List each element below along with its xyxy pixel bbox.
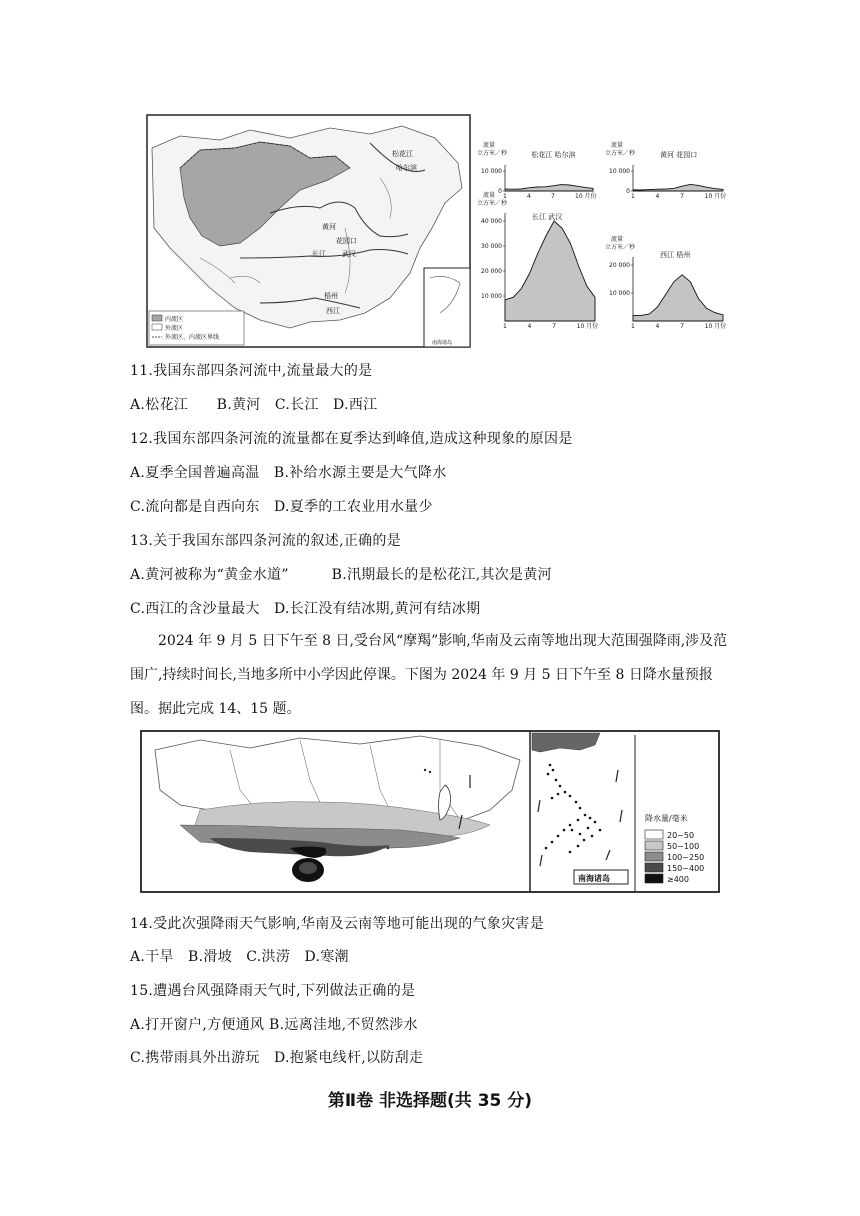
x-tick-label: 10 月份 [575, 193, 597, 200]
passage [130, 624, 740, 726]
x-tick-label: 4 [527, 193, 531, 200]
island-dot [594, 821, 597, 824]
hydrograph-ylabel: 流量 [483, 142, 496, 149]
hydrograph-title: 西江 梧州 [660, 251, 691, 259]
q13-options-row1: A.黄河被称为“黄金水道” B.汛期最长的是松花江,其次是黄河 [130, 567, 552, 583]
map-label-huayuankou: 花园口 [336, 237, 357, 245]
rain-legend-label: 50~100 [667, 842, 700, 851]
rain-legend-swatch [645, 852, 663, 861]
island-dot [599, 829, 602, 832]
y-tick-label: 20 000 [481, 268, 502, 275]
q15-stem: 15.遭遇台风强降雨天气时,下列做法正确的是 [130, 983, 416, 999]
island-dot [563, 829, 566, 832]
hydrograph-2 [605, 141, 726, 200]
inset-label-nanhai: 南海诸岛 [578, 874, 610, 883]
x-tick-label: 1 [503, 193, 507, 200]
map-label-harbin: 哈尔滨 [396, 164, 417, 172]
hydrograph-yunit: 立方米／秒 [477, 150, 508, 157]
island-dot [545, 847, 548, 850]
island-dot [555, 779, 558, 782]
q11-options: A.松花江 B.黄河 C.长江 D.西江 [130, 397, 378, 413]
x-tick-label: 4 [655, 193, 660, 200]
island-dot [589, 817, 592, 820]
island-dot [557, 793, 560, 796]
q14-stem: 14.受此次强降雨天气影响,华南及云南等地可能出现的气象灾害是 [130, 916, 545, 932]
flow-area [633, 275, 723, 321]
island-dot [575, 801, 578, 804]
x-tick-label: 10 月份 [576, 323, 599, 330]
hydrograph-title: 长江 武汉 [532, 213, 563, 221]
island-dot [579, 833, 582, 836]
rainfall-forecast-map [140, 730, 720, 893]
hydrograph-title: 松花江 哈尔滨 [531, 151, 576, 159]
q13-stem: 13.关于我国东部四条河流的叙述,正确的是 [130, 533, 402, 549]
island-dot [587, 827, 590, 830]
hydrograph-yunit: 立方米／秒 [477, 200, 508, 207]
q11-stem: 11.我国东部四条河流中,流量最大的是 [130, 363, 373, 379]
island-dot [569, 824, 572, 827]
rain-legend-label: ≥400 [667, 875, 689, 884]
rain-legend-swatch [645, 863, 663, 872]
flow-area [505, 221, 595, 321]
hydrograph-ylabel: 流量 [611, 142, 624, 149]
legend-boundary: 外流区、内流区界线 [165, 334, 220, 341]
x-tick-label: 10 月份 [704, 193, 727, 200]
rain-legend-label: 100~250 [667, 853, 705, 862]
island-dot [549, 764, 552, 767]
island-dot [584, 814, 587, 817]
rain-legend-label: 150~400 [667, 864, 705, 873]
island-dot [579, 807, 582, 810]
y-tick-label: 10 000 [481, 168, 502, 175]
x-tick-label: 7 [552, 323, 556, 330]
rain-legend-swatch [645, 830, 663, 839]
q14-options: A.干旱 B.滑坡 C.洪涝 D.寒潮 [130, 949, 349, 965]
x-tick-label: 1 [631, 323, 635, 330]
q12-options-row2: C.流向都是自西向东 D.夏季的工农业用水量少 [130, 499, 433, 515]
y-tick-label: 0 [498, 188, 502, 195]
hydrograph-yunit: 立方米／秒 [605, 244, 636, 251]
hydrograph-ylabel: 流量 [611, 236, 624, 243]
x-tick-label: 7 [680, 193, 684, 200]
q15-options-row1: A.打开窗户,方便通风 B.远离洼地,不贸然涉水 [130, 1017, 418, 1033]
island-dot [559, 785, 562, 788]
x-tick-label: 7 [680, 323, 684, 330]
y-tick-label: 20 000 [609, 262, 630, 269]
island-dot [551, 797, 554, 800]
island-dot [552, 769, 555, 772]
hydrograph-title: 黄河 花园口 [660, 151, 698, 159]
map-label-huanghe: 黄河 [322, 223, 336, 231]
island-dot [557, 835, 560, 838]
rain-legend-title: 降水量/毫米 [645, 814, 688, 823]
y-tick-label: 10 000 [609, 290, 630, 297]
q15-options-row2: C.携带雨具外出游玩 D.抱紧电线杆,以防刮走 [130, 1050, 424, 1066]
x-tick-label: 4 [655, 323, 660, 330]
hydrograph-yunit: 立方米／秒 [605, 150, 636, 157]
x-tick-label: 1 [631, 193, 635, 200]
island-dot [591, 835, 594, 838]
island-dot [571, 829, 574, 832]
map-label-changjiang: 长江 [312, 250, 326, 258]
q12-stem: 12.我国东部四条河流的流量都在夏季达到峰值,造成这种现象的原因是 [130, 431, 573, 447]
map-label-wuzhou: 梧州 [324, 292, 338, 300]
hydrograph-4 [605, 235, 726, 330]
island-dot [569, 795, 572, 798]
rain-legend-swatch [645, 841, 663, 850]
rain-legend-label: 20~50 [667, 831, 695, 840]
x-tick-label: 4 [527, 323, 532, 330]
island-dot [577, 845, 580, 848]
y-tick-label: 40 000 [481, 218, 502, 225]
island-dot [577, 819, 580, 822]
q13-options-row2: C.西江的含沙量最大 D.长江没有结冰期,黄河有结冰期 [130, 601, 481, 617]
x-tick-label: 1 [503, 323, 507, 330]
map-inset-label: 南海诸岛 [432, 340, 453, 346]
x-tick-label: 7 [551, 193, 555, 200]
island-dot [583, 839, 586, 842]
legend-interior: 内流区 [165, 316, 184, 323]
flow-area [505, 185, 593, 191]
section-title: 第Ⅱ卷 非选择题(共 35 分) [327, 1091, 533, 1111]
x-tick-label: 10 月份 [704, 323, 727, 330]
island-dot [564, 791, 567, 794]
q12-options-row1: A.夏季全国普遍高温 B.补给水源主要是大气降水 [130, 465, 447, 481]
island-dot [551, 841, 554, 844]
y-tick-label: 10 000 [481, 293, 502, 300]
hydrograph-3 [477, 191, 598, 330]
hydrograph-ylabel: 流量 [483, 192, 496, 199]
rain-legend-swatch [645, 874, 663, 883]
y-tick-label: 0 [626, 188, 630, 195]
island-dot [547, 773, 550, 776]
map-label-wuhan: 武汉 [342, 250, 356, 258]
map-label-songhua: 松花江 [392, 150, 413, 158]
flow-area [633, 184, 723, 191]
passage-text: 2024 年 9 月 5 日下午至 8 日,受台风“摩羯”影响,华南及云南等地出现大范围强降雨,涉及范围广,持续时间长,当地多所中小学因此停课。下图为 2024 年 9 月 5 日下午至 8 日降水量预报图。据此完成 14、15 题。 [130, 633, 728, 717]
figure-2 [140, 730, 720, 893]
island-dot [569, 851, 572, 854]
hydrograph-panel [475, 133, 740, 333]
y-tick-label: 10 000 [609, 168, 630, 175]
legend-exterior: 外流区 [165, 325, 184, 332]
figure-1 [140, 108, 740, 348]
y-tick-label: 30 000 [481, 243, 502, 250]
map-label-xijiang: 西江 [326, 307, 340, 315]
